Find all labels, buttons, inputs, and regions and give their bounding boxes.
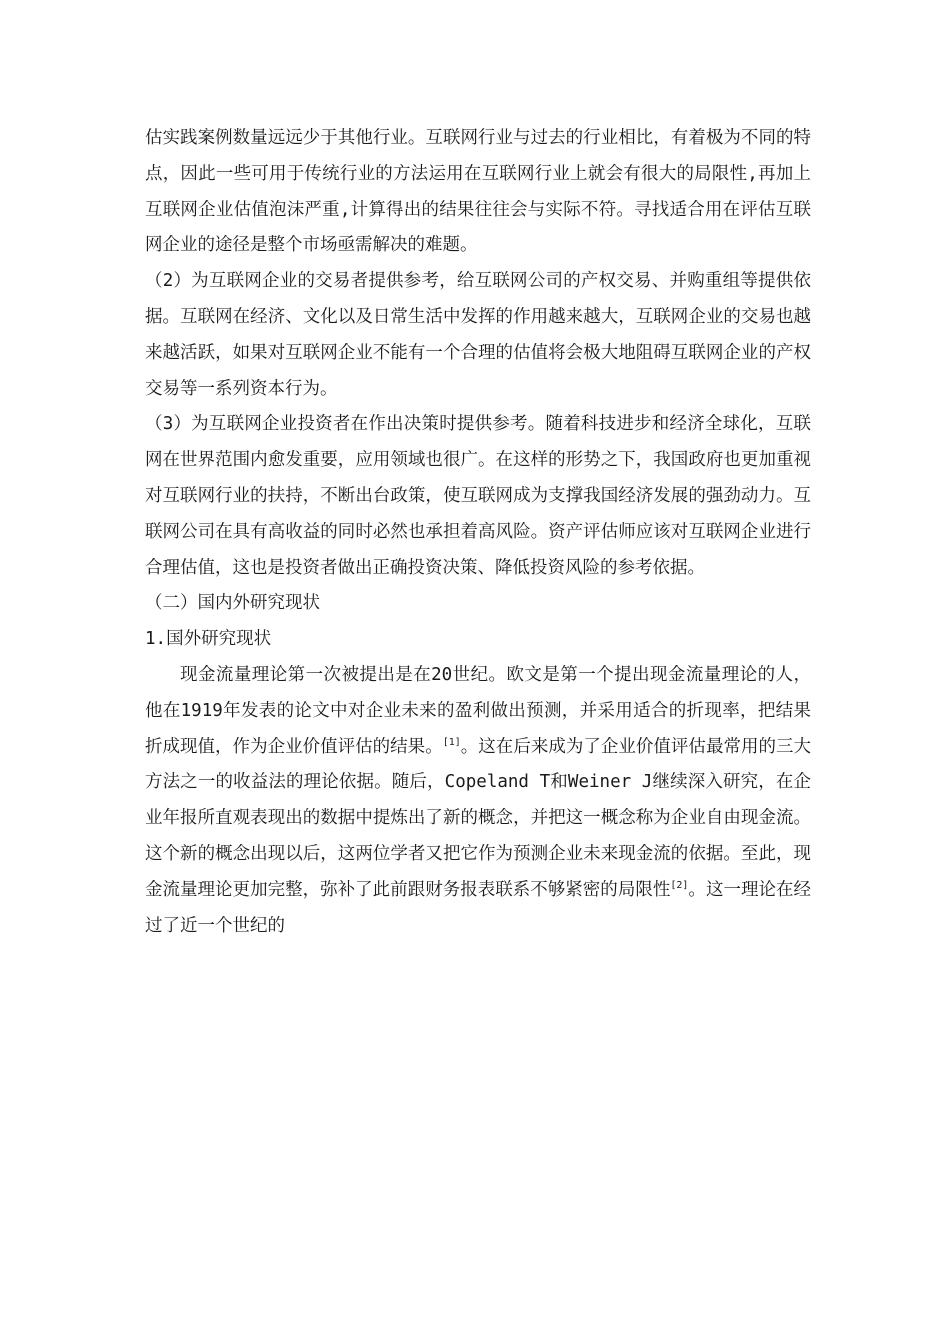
paragraph-foreign-research <box>145 658 811 944</box>
body-text-part-3: 。这一理论在经过了近一个世纪的 <box>145 879 812 936</box>
paragraph-item-2: （2）为互联网企业的交易者提供参考，给互联网公司的产权交易、并购重组等提供依据。互联网在经济、文化以及日常生活中发挥的作用越来越大，互联网企业的交易也越来越活跃，如果对互联网企业不能有一个合理的估值将会极大地阻碍互联网企业的产权交易等一系列资本行为。 <box>145 271 811 399</box>
citation-1: [1] <box>442 736 461 748</box>
paragraph-continuation: 估实践案例数量远远少于其他行业。互联网行业与过去的行业相比，有着极为不同的特点，因此一些可用于传统行业的方法运用在互联网行业上就会有很大的局限性,再加上互联网企业估值泡沫严重,计算得出的结果往往会与实际不符。寻找适合用在评估互联网企业的途径是整个市场亟需解决的难题。 <box>145 128 811 256</box>
subsection-heading: 1.国外研究现状 <box>145 629 272 650</box>
citation-2: [2] <box>670 879 689 891</box>
paragraph-item-3: （3）为互联网企业投资者在作出决策时提供参考。随着科技进步和经济全球化，互联网在世界范围内愈发重要，应用领域也很广。在这样的形势之下，我国政府也更加重视对互联网行业的扶持，不断出台政策，使互联网成为支撑我国经济发展的强劲动力。互联网公司在具有高收益的同时必然也承担着高风险。资产评估师应该对互联网企业进行合理估值，这也是投资者做出正确投资决策、降低投资风险的参考依据。 <box>145 414 811 578</box>
document-body <box>145 121 811 944</box>
body-text-part-2: 。这在后来成为了企业价值评估最常用的三大方法之一的收益法的理论依据。随后，Copeland T和Weiner J继续深入研究，在企业年报所直观表现出的数据中提炼出了新的概念，并把这一概念称为企业自由现金流。这个新的概念出现以后，这两位学者又把它作为预测企业未来现金流的依据。至此，现金流量理论更加完整，弥补了此前跟财务报表联系不够紧密的局限性 <box>145 736 812 900</box>
body-text-part-1: 现金流量理论第一次被提出是在20世纪。欧文是第一个提出现金流量理论的人，他在1919年发表的论文中对企业未来的盈利做出预测，并采用适合的折现率，把结果折成现值，作为企业价值评估的结果。 <box>145 664 811 757</box>
section-heading: （二）国内外研究现状 <box>145 593 320 614</box>
